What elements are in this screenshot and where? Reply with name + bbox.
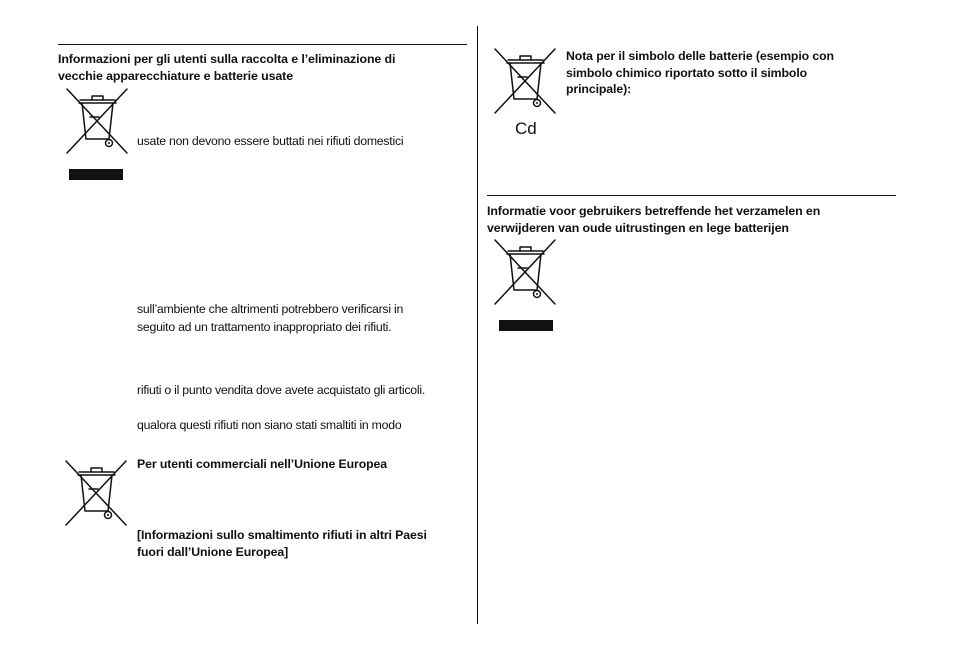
black-bar — [499, 320, 553, 331]
battery-note-line-2: simbolo chimico riportato sotto il simbolo — [566, 65, 808, 80]
other-countries-heading — [137, 527, 427, 560]
black-bar — [69, 169, 123, 180]
left-section-rule — [58, 44, 467, 45]
right-section-rule — [487, 195, 896, 196]
battery-note-line-1: Nota per il simbolo delle batterie (esempio con — [566, 49, 834, 63]
chemical-symbol-cd: Cd — [515, 119, 537, 138]
battery-symbol-note — [566, 48, 834, 98]
left-section-heading — [58, 51, 470, 84]
left-heading-line-2: vecchie apparecchiature e batterie usate — [58, 68, 293, 83]
left-heading-line-1: Informazioni per gli utenti sulla raccolta e l’eliminazione di — [58, 52, 396, 66]
crossed-out-wheelie-bin-icon — [65, 87, 129, 155]
column-divider — [477, 26, 478, 624]
text-fragment-2: sull’ambiente che altrimenti potrebbero verificarsi in — [137, 302, 404, 316]
text-fragment-4: rifiuti o il punto vendita dove avete acquistato gli articoli. — [137, 383, 425, 397]
crossed-out-wheelie-bin-icon — [493, 47, 557, 115]
other-countries-line-2: fuori dall’Unione Europea] — [137, 544, 289, 559]
battery-note-line-3: principale): — [566, 82, 632, 96]
crossed-out-wheelie-bin-icon — [64, 459, 128, 527]
text-fragment-3: seguito ad un trattamento inappropriato dei rifiuti. — [137, 320, 392, 334]
dutch-heading-line-2: verwijderen van oude uitrustingen en lege batterijen — [487, 220, 789, 235]
dutch-section-heading — [487, 203, 820, 236]
commercial-users-heading: Per utenti commerciali nell’Unione Europea — [137, 457, 388, 471]
text-fragment-5: qualora questi rifiuti non siano stati smaltiti in modo — [137, 418, 402, 432]
crossed-out-wheelie-bin-icon — [493, 238, 557, 306]
text-fragment-1: usate non devono essere buttati nei rifiuti domestici — [137, 134, 404, 148]
dutch-heading-line-1: Informatie voor gebruikers betreffende het verzamelen en — [487, 204, 821, 218]
other-countries-line-1: [Informazioni sullo smaltimento rifiuti in altri Paesi — [137, 528, 427, 542]
